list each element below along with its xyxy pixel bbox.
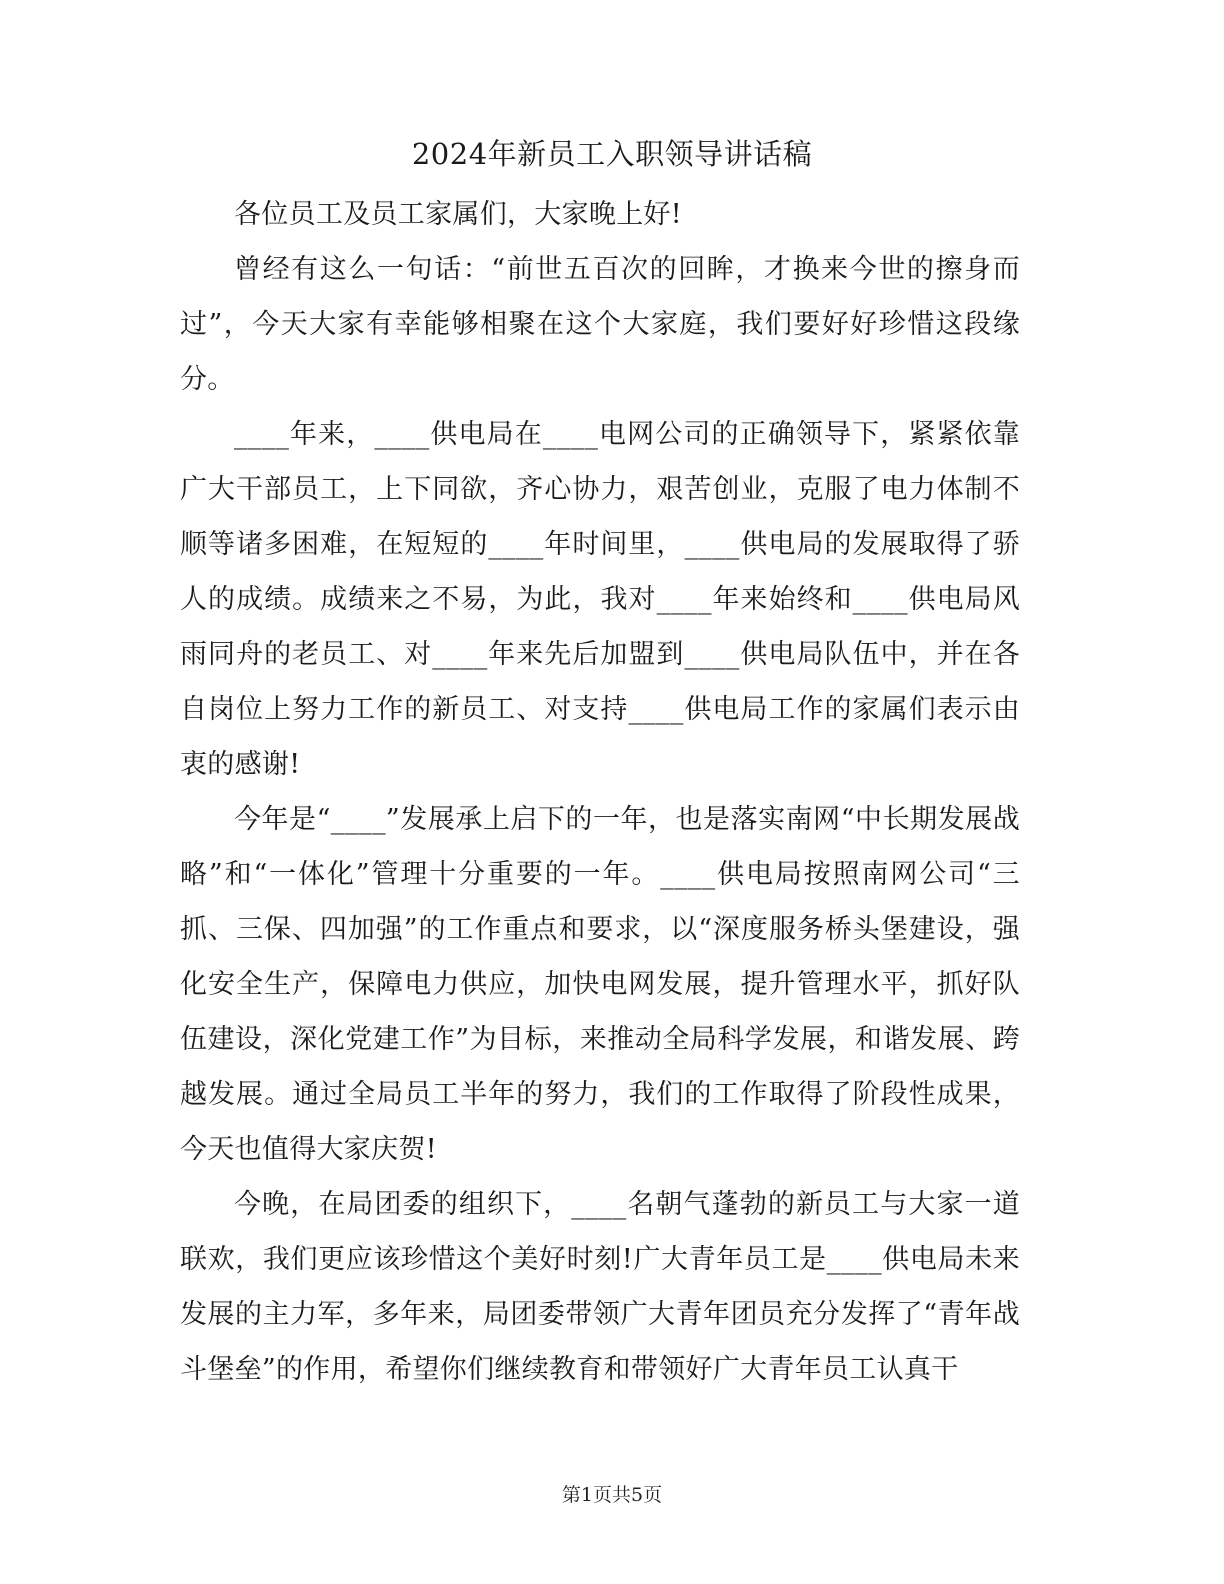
document-title: 2024年新员工入职领导讲话稿 xyxy=(411,137,813,171)
paragraph-greeting: 各位员工及员工家属们，大家晚上好! xyxy=(234,199,682,230)
paragraph-strategy: 今年是“____”发展承上启下的一年，也是落实南网“中长期发展战略”和“一体化”管理十分重要的一年。____供电局按照南网公司“三抓、三保、四加强”的工作重点和要求，以“深度服务桥头堡建设，强化安全生产，保障电力供应，加快电网发展，提升管理水平，抓好队伍建设，深化党建工作”为目标，来推动全局科学发展，和谐发展、跨越发展。通过全局员工半年的努力，我们的工作取得了阶段性成果，今天也值得大家庆贺! xyxy=(180,804,1020,1165)
paragraph-achievements: ____年来，____供电局在____电网公司的正确领导下，紧紧依靠广大干部员工，上下同欲，齐心协力，艰苦创业，克服了电力体制不顺等诸多困难，在短短的____年时间里，____供电局的发展取得了骄人的成绩。成绩来之不易，为此，我对____年来始终和____供电局风雨同舟的老员工、对____年来先后加盟到____供电局队伍中，并在各自岗位上努力工作的新员工、对支持____供电局工作的家属们表示由衷的感谢! xyxy=(180,419,1020,780)
document-body xyxy=(180,187,1020,1397)
paragraph-new-employees: 今晚，在局团委的组织下，____名朝气蓬勃的新员工与大家一道联欢，我们更应该珍惜这个美好时刻!广大青年员工是____供电局未来发展的主力军，多年来，局团委带领广大青年团员充分发挥了“青年战斗堡垒”的作用，希望你们继续教育和带领好广大青年员工认真干 xyxy=(180,1189,1020,1385)
page-number-footer: 第1页共5页 xyxy=(561,1484,663,1506)
paragraph-quote: 曾经有这么一句话：“前世五百次的回眸，才换来今世的擦身而过”，今天大家有幸能够相聚在这个大家庭，我们要好好珍惜这段缘分。 xyxy=(180,254,1020,395)
